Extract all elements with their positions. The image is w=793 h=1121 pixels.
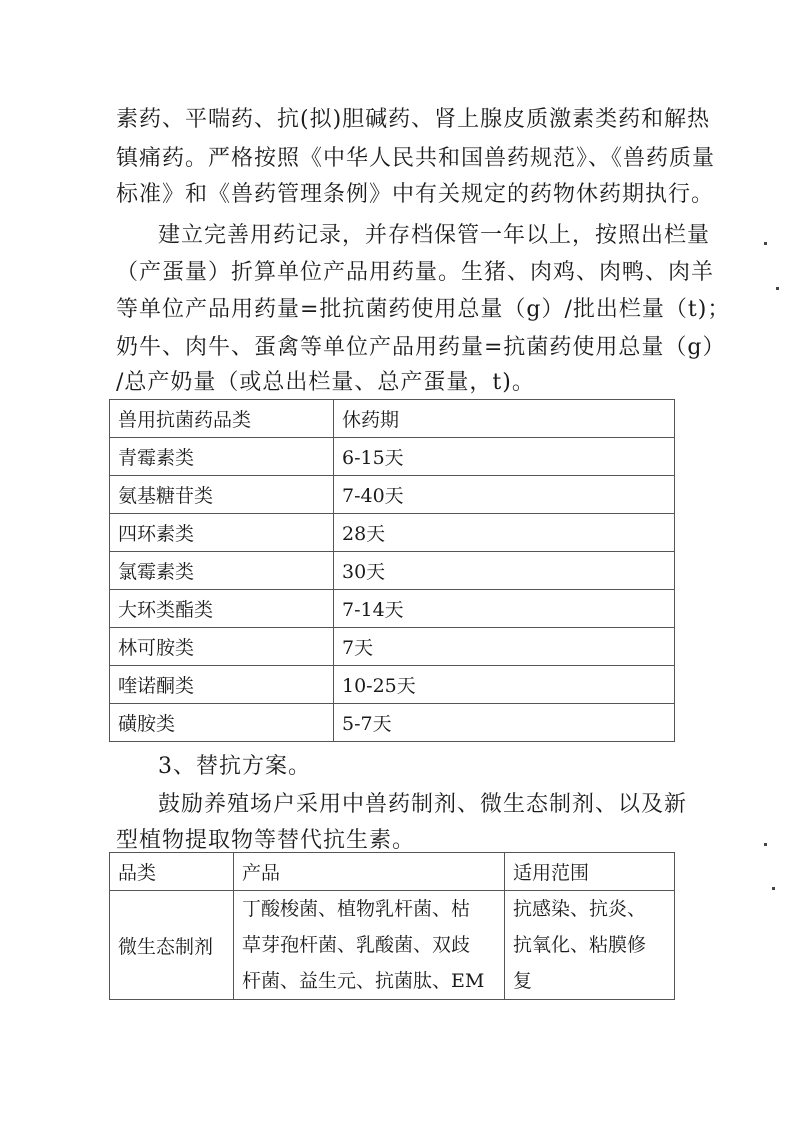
- withdrawal-period-cell: 6-15天: [334, 438, 675, 476]
- scope-line: 抗感染、抗炎、: [513, 898, 647, 920]
- drug-class-cell: 林可胺类: [110, 628, 334, 666]
- table-row: [110, 552, 675, 590]
- table-row: [110, 514, 675, 552]
- paragraph-line-2: 镇痛药。严格按照《中华人民共和国兽药规范》、《兽药质量: [116, 146, 716, 171]
- paragraph-line-8: /总产奶量（或总出栏量、总产蛋量，t)。: [116, 370, 535, 395]
- header-drug-class: 兽用抗菌药品类: [110, 400, 334, 438]
- withdrawal-period-cell: 10-25天: [334, 666, 675, 704]
- alternatives-table: [109, 852, 675, 1000]
- drug-class-cell: 喹诺酮类: [110, 666, 334, 704]
- table-row: [110, 438, 675, 476]
- header-withdrawal-period: 休药期: [334, 400, 675, 438]
- paragraph-line-1: 素药、平喘药、抗(拟)胆碱药、肾上腺皮质激素类药和解热: [116, 107, 711, 132]
- product-line: 杆菌、益生元、抗菌肽、EM: [242, 970, 485, 992]
- table-row: [110, 666, 675, 704]
- drug-class-cell: 磺胺类: [110, 704, 334, 742]
- section-3-heading: 3、替抗方案。: [158, 754, 311, 779]
- table-header-row: [110, 400, 675, 438]
- scan-speck: [764, 242, 767, 245]
- paragraph-line-5: （产蛋量）折算单位产品用药量。生猪、肉鸡、肉鸭、肉羊: [116, 260, 715, 285]
- withdrawal-period-cell: 7-14天: [334, 590, 675, 628]
- paragraph-line-7: 奶牛、肉牛、蛋禽等单位产品用药量=抗菌药使用总量（g）: [116, 335, 726, 360]
- drug-class-cell: 氨基糖苷类: [110, 476, 334, 514]
- header-category: 品类: [110, 853, 234, 891]
- withdrawal-period-cell: 28天: [334, 514, 675, 552]
- product-cell: [234, 891, 505, 1000]
- section-3-line-2: 型植物提取物等替代抗生素。: [116, 828, 416, 853]
- scope-line: 复: [513, 970, 533, 992]
- header-scope: 适用范围: [505, 853, 675, 891]
- drug-class-cell: 青霉素类: [110, 438, 334, 476]
- table-row: [110, 628, 675, 666]
- table-row: [110, 476, 675, 514]
- drug-class-cell: 氯霉素类: [110, 552, 334, 590]
- withdrawal-period-cell: 5-7天: [334, 704, 675, 742]
- header-product: 产品: [234, 853, 505, 891]
- category-cell: 微生态制剂: [110, 891, 234, 1000]
- withdrawal-period-table: [109, 399, 675, 742]
- product-line: 丁酸梭菌、植物乳杆菌、枯: [242, 898, 471, 920]
- withdrawal-period-cell: 7天: [334, 628, 675, 666]
- drug-class-cell: 大环类酯类: [110, 590, 334, 628]
- scope-cell: [505, 891, 675, 1000]
- withdrawal-period-cell: 30天: [334, 552, 675, 590]
- section-3-line-1: 鼓励养殖场户采用中兽药制剂、微生态制剂、以及新: [158, 792, 688, 817]
- paragraph-line-6: 等单位产品用药量=批抗菌药使用总量（g）/批出栏量（t)；: [116, 297, 731, 322]
- table-row: [110, 704, 675, 742]
- table-row: [110, 891, 675, 1000]
- table-header-row: [110, 853, 675, 891]
- scope-line: 抗氧化、粘膜修: [513, 934, 647, 956]
- scan-speck: [776, 287, 779, 290]
- paragraph-line-3: 标准》和《兽药管理条例》中有关规定的药物休药期执行。: [116, 182, 715, 207]
- scan-speck: [764, 843, 767, 846]
- withdrawal-period-cell: 7-40天: [334, 476, 675, 514]
- product-line: 草芽孢杆菌、乳酸菌、双歧: [242, 934, 471, 956]
- scan-speck: [772, 887, 775, 890]
- table-row: [110, 590, 675, 628]
- drug-class-cell: 四环素类: [110, 514, 334, 552]
- paragraph-line-4: 建立完善用药记录，并存档保管一年以上，按照出栏量: [158, 223, 711, 248]
